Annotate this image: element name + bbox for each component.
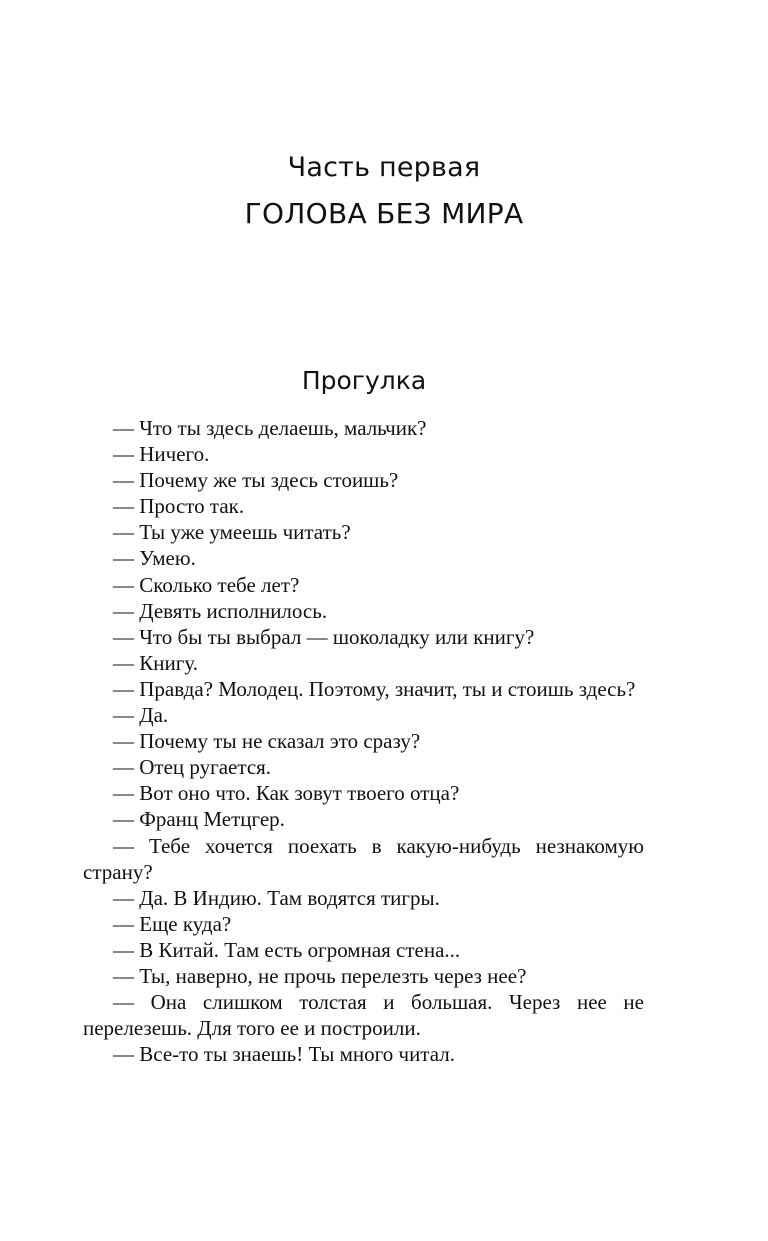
dialogue-line: — Ты уже умеешь читать? bbox=[113, 520, 351, 545]
dialogue-line: — Еще куда? bbox=[113, 911, 232, 936]
part-label: Часть первая bbox=[287, 152, 481, 183]
dialogue-line: — Тебе хочется поехать в какую-нибудь незнакомую страну? bbox=[83, 833, 644, 884]
chapter-text bbox=[83, 415, 644, 1067]
dialogue-line: — Книгу. bbox=[113, 650, 198, 675]
dialogue-line: — Девять исполнилось. bbox=[113, 598, 328, 623]
dialogue-line: — Почему же ты здесь стоишь? bbox=[113, 468, 399, 493]
dialogue-line: — Умею. bbox=[113, 546, 196, 571]
dialogue-line: — Ничего. bbox=[113, 442, 210, 467]
dialogue-line: — Франц Метцгер. bbox=[113, 807, 285, 832]
dialogue-line: — Да. В Индию. Там водятся тигры. bbox=[113, 885, 440, 910]
dialogue-line: — Все-то ты знаешь! Ты много читал. bbox=[113, 1042, 455, 1067]
dialogue-line: — Почему ты не сказал это сразу? bbox=[113, 729, 421, 754]
dialogue-line: — Просто так. bbox=[113, 494, 245, 519]
dialogue-line: — Что бы ты выбрал — шоколадку или книгу? bbox=[113, 624, 535, 649]
dialogue-line: — Да. bbox=[113, 703, 169, 728]
dialogue-line: — Она слишком толстая и большая. Через нее не перелезешь. Для того ее и построили. bbox=[83, 990, 644, 1041]
dialogue-line: — Что ты здесь делаешь, мальчик? bbox=[113, 416, 427, 440]
dialogue-line: — Отец ругается. bbox=[113, 755, 272, 780]
dialogue-line: — В Китай. Там есть огромная стена... bbox=[113, 937, 461, 962]
chapter-title: Прогулка bbox=[301, 366, 427, 395]
dialogue-line: — Вот оно что. Как зовут твоего отца? bbox=[113, 781, 460, 806]
part-title: ГОЛОВА БЕЗ МИРА bbox=[244, 197, 524, 230]
dialogue-line: — Сколько тебе лет? bbox=[113, 572, 300, 597]
dialogue-line: — Правда? Молодец. Поэтому, значит, ты и стоишь здесь? bbox=[113, 676, 636, 701]
dialogue-line: — Ты, наверно, не прочь перелезть через нее? bbox=[113, 963, 527, 988]
